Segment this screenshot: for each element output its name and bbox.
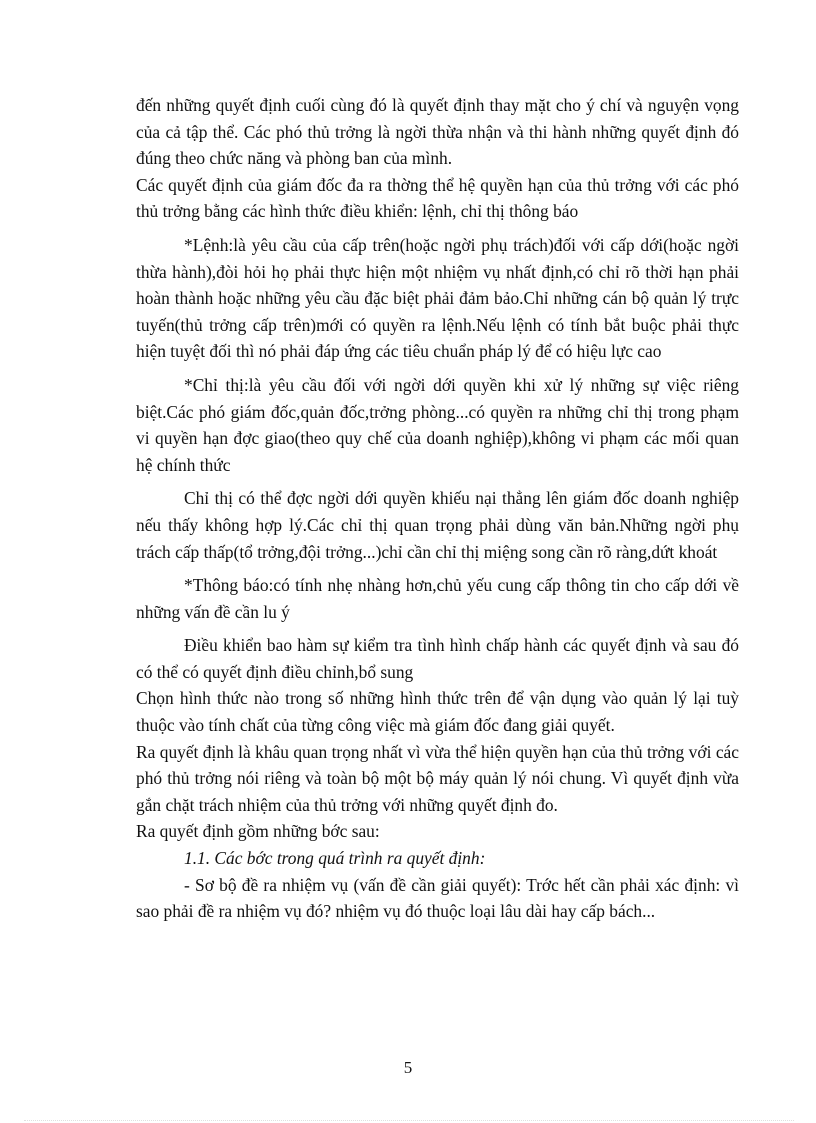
paragraph-8: Chọn hình thức nào trong số những hình thức trên để vận dụng vào quản lý lại tuỳ thuộc vào tính chất của từng công việc mà giám đốc đang giải quyết. — [136, 688, 739, 736]
paragraph-5: Chỉ thị có thể đợc ngời dới quyền khiếu nại thẳng lên giám đốc doanh nghiệp nếu thấy không hợp lý.Các chỉ thị quan trọng phải dùng văn bản.Những ngời phụ trách cấp thấp(tổ trởng,đội trởng...)chỉ cần chỉ thị miệng song cần rõ ràng,dứt khoát — [136, 488, 739, 562]
paragraph-10: Ra quyết định gồm những bớc sau: — [136, 821, 380, 842]
footer-divider — [24, 1120, 794, 1121]
paragraph-2: Các quyết định của giám đốc đa ra thờng thể hệ quyền hạn của thủ trởng với các phó thủ trởng bằng các hình thức điều khiển: lệnh, chỉ thị thông báo — [136, 174, 739, 222]
paragraph-6: *Thông báo:có tính nhẹ nhàng hơn,chủ yếu cung cấp thông tin cho cấp dới về những vấn đề cần lu ý — [136, 575, 739, 622]
paragraph-3: *Lệnh:là yêu cầu của cấp trên(hoặc ngời phụ trách)đối với cấp dới(hoặc ngời thừa hành),đòi hỏi họ phải thực hiện một nhiệm vụ nhất định,có chỉ rõ thời hạn phải hoàn thành hoặc những yêu cầu đặc biệt phải đảm bảo.Chỉ những cán bộ quản lý trực tuyến(thủ trởng cấp trên)mới có quyền ra lệnh.Nếu lệnh có tính bắt buộc phải thực hiện tuyệt đối thì nó phải đáp ứng các tiêu chuẩn pháp lý để có hiệu lực cao — [136, 234, 739, 362]
paragraph-4: *Chỉ thị:là yêu cầu đối với ngời dới quyền khi xử lý những sự việc riêng biệt.Các phó giám đốc,quản đốc,trởng phòng...có quyền ra những chỉ thị trong phạm vi quyền hạn đợc giao(theo quy chế của doanh nghiệp),không vi phạm các mối quan hệ chính thức — [136, 374, 739, 475]
body-text — [136, 92, 739, 925]
section-heading: 1.1. Các bớc trong quá trình ra quyết định: — [184, 848, 486, 869]
paragraph-1: đến những quyết định cuối cùng đó là quyết định thay mặt cho ý chí và nguyện vọng của cả tập thể. Các phó thủ trởng là ngời thừa nhận và thi hành những quyết định đó đúng theo chức năng và phòng ban của mình. — [136, 95, 739, 169]
paragraph-7: Điều khiển bao hàm sự kiểm tra tình hình chấp hành các quyết định và sau đó có thể có quyết định điều chỉnh,bổ sung — [136, 635, 739, 682]
paragraph-12: - Sơ bộ đề ra nhiệm vụ (vấn đề cần giải quyết): Trớc hết cần phải xác định: vì sao phải đề ra nhiệm vụ đó? nhiệm vụ đó thuộc loại lâu dài hay cấp bách... — [136, 874, 739, 922]
paragraph-9: Ra quyết định là khâu quan trọng nhất vì vừa thể hiện quyền hạn của thủ trởng với các phó thủ trởng nói riêng và toàn bộ một bộ máy quản lý nói chung. Vì quyết định vừa gắn chặt trách nhiệm của thủ trởng với những quyết định đo. — [136, 741, 739, 815]
page-number: 5 — [403, 1058, 413, 1077]
